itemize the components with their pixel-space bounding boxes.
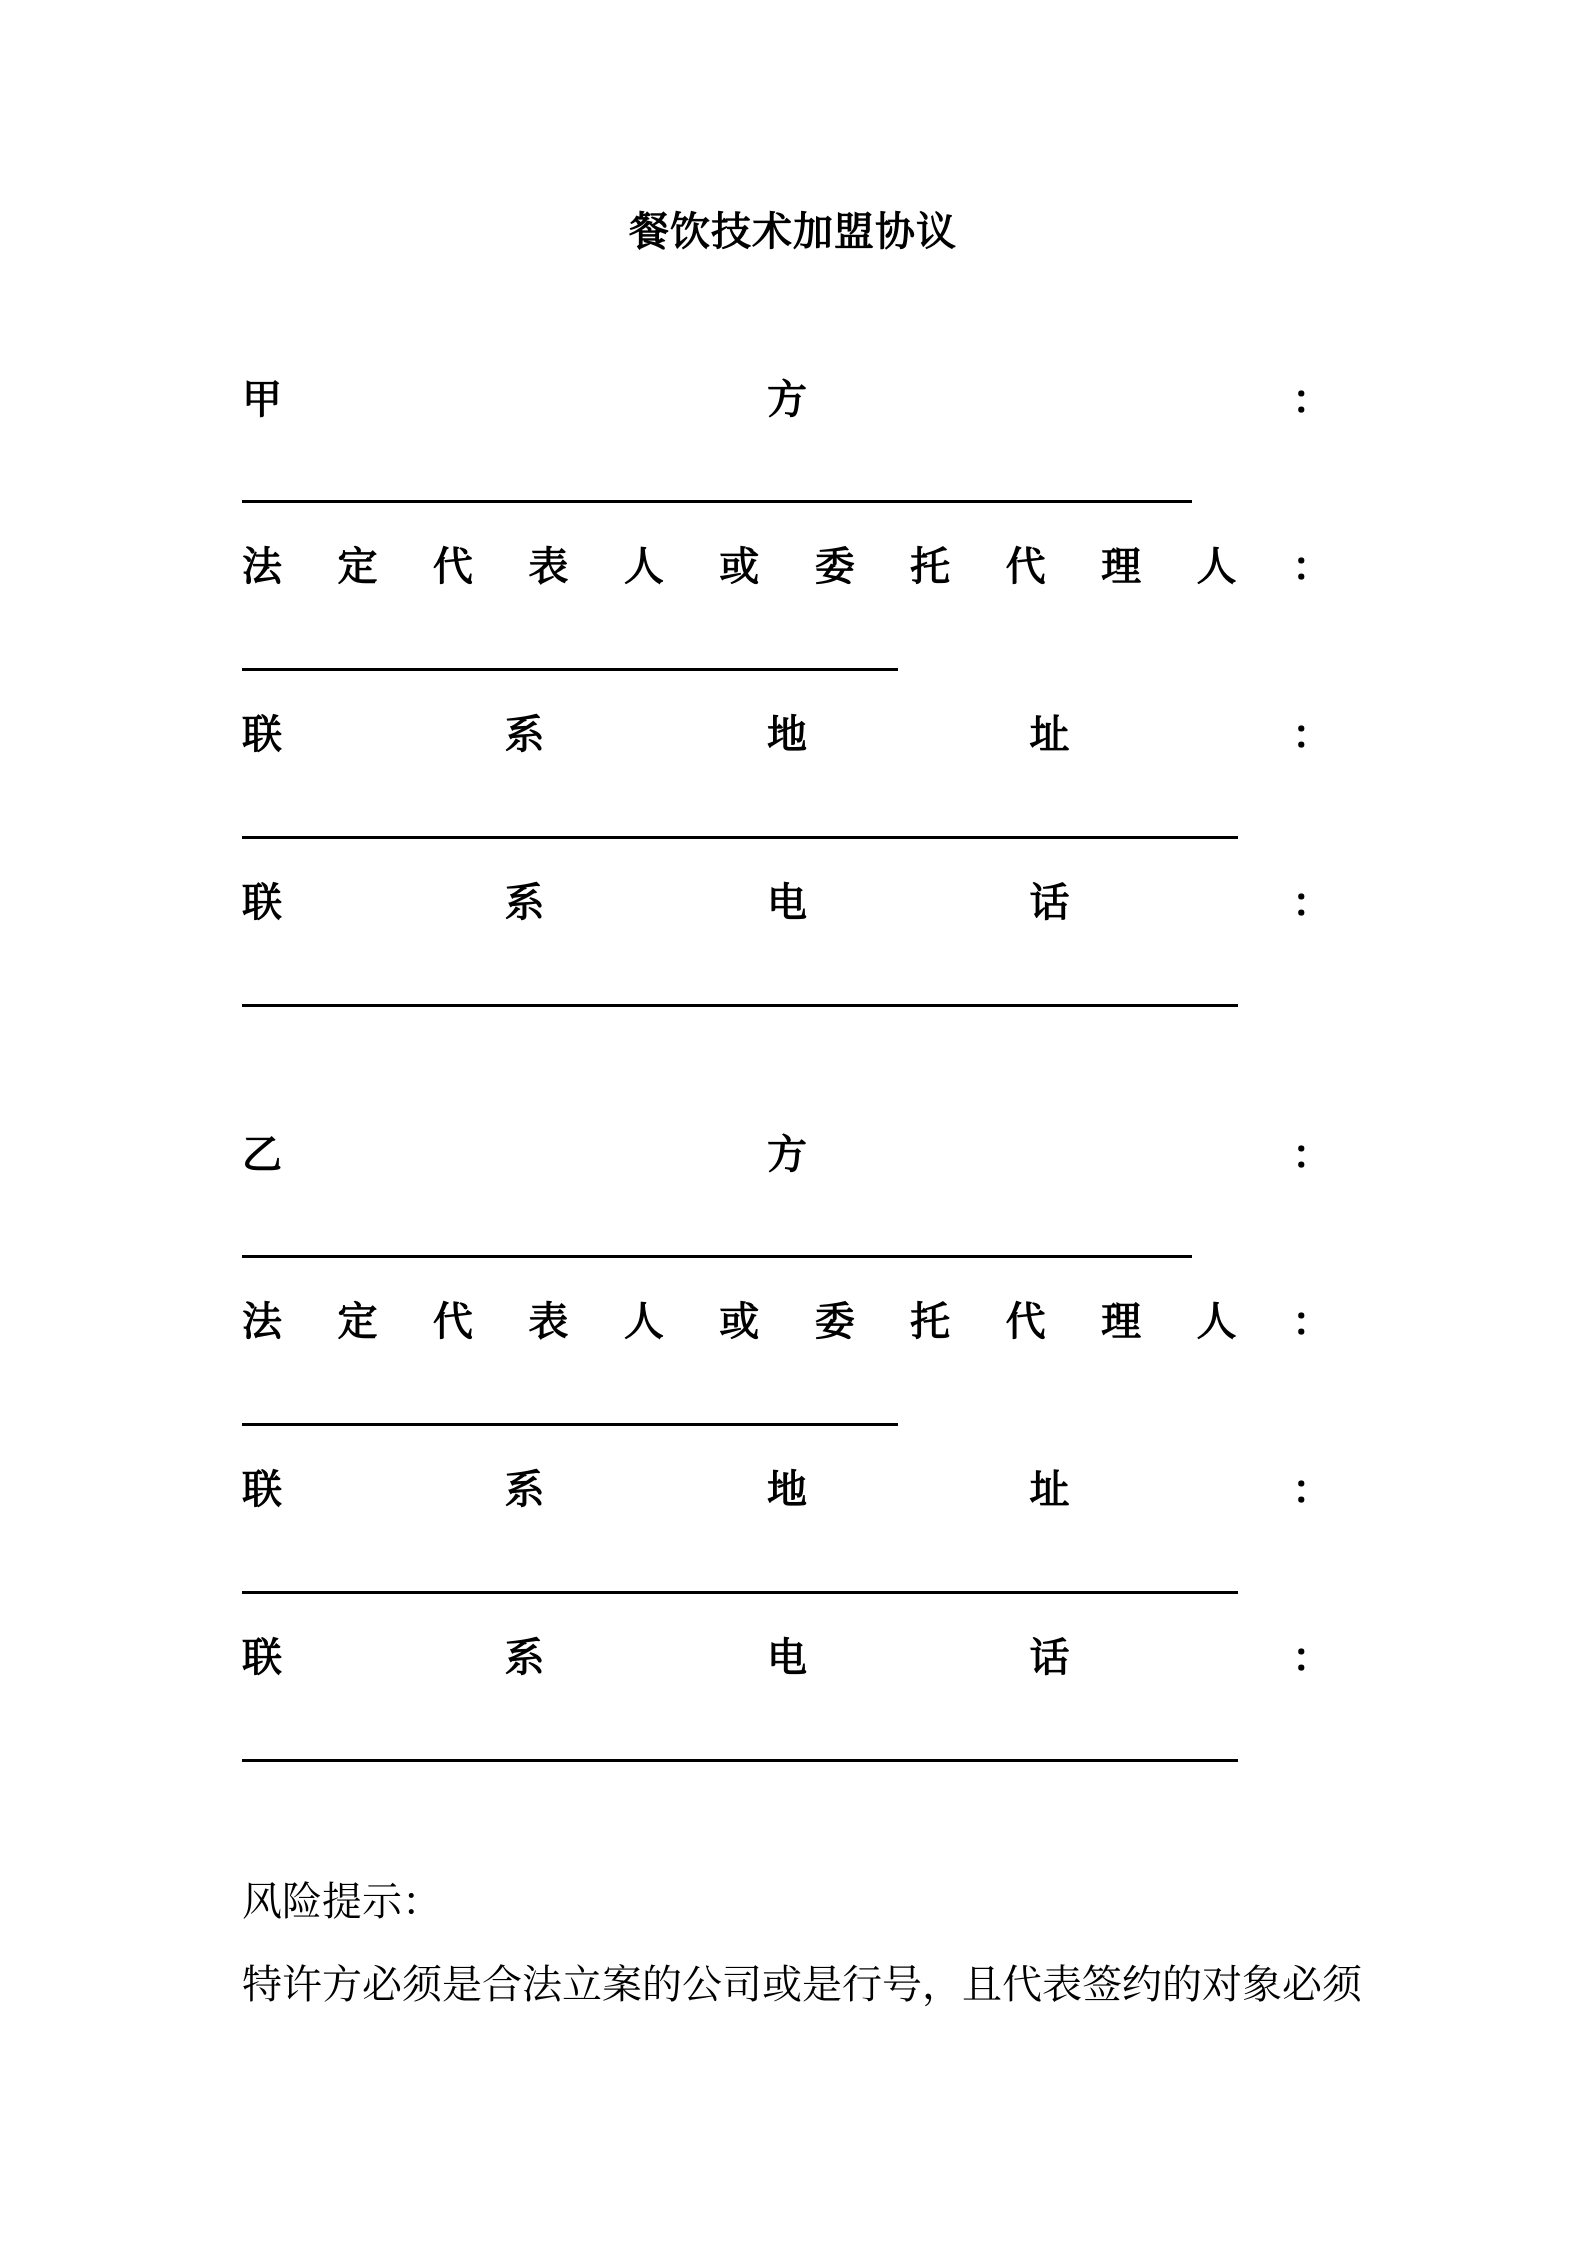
party-b-label-char: 方 bbox=[767, 1132, 807, 1178]
party-b-rep-label-char: 托 bbox=[910, 1299, 951, 1345]
party-a-label-char: ： bbox=[1292, 377, 1332, 423]
party-b-phone-blank[interactable] bbox=[242, 1759, 1238, 1762]
party-a-address-label-char: 系 bbox=[504, 712, 545, 758]
party-b-address-label-char: 址 bbox=[1029, 1467, 1070, 1513]
party-a-rep-label-char: 法 bbox=[242, 544, 282, 590]
party-a-rep-label-char: 人 bbox=[1196, 544, 1237, 590]
party-a-rep-label-char: 理 bbox=[1101, 544, 1142, 590]
party-b-address-label-char: 系 bbox=[504, 1467, 545, 1513]
party-a-phone-label bbox=[242, 873, 1332, 933]
party-a-address-label-char: 址 bbox=[1029, 712, 1070, 758]
party-b-address-label bbox=[242, 1460, 1332, 1520]
party-b-rep-label-char: 人 bbox=[1196, 1299, 1237, 1345]
party-a-label bbox=[242, 370, 1332, 430]
party-b-rep-label-char: 人 bbox=[623, 1299, 664, 1345]
party-a-rep-label-char: 托 bbox=[910, 544, 951, 590]
party-a-address-label bbox=[242, 705, 1332, 765]
party-a-label-char: 方 bbox=[767, 377, 807, 423]
party-a-rep-label-char: 委 bbox=[814, 544, 855, 590]
document-title: 餐饮技术加盟协议 bbox=[629, 209, 957, 255]
party-b-label-char: 乙 bbox=[242, 1132, 282, 1178]
party-a-phone-label-char: 系 bbox=[504, 880, 545, 926]
party-a-rep-label-char: 人 bbox=[623, 544, 664, 590]
party-a-rep-label-char: ： bbox=[1291, 544, 1332, 590]
party-a-label-char: 甲 bbox=[242, 377, 282, 423]
party-b-rep-label-char: ： bbox=[1291, 1299, 1332, 1345]
party-b-phone-label-char: ： bbox=[1292, 1635, 1332, 1681]
risk-text: 特许方必须是合法立案的公司或是行号，且代表签约的对象必须 bbox=[242, 1962, 1362, 2008]
party-b-rep-label-char: 定 bbox=[337, 1299, 378, 1345]
party-b-phone-label-char: 话 bbox=[1029, 1635, 1070, 1681]
party-a-rep-label-char: 或 bbox=[719, 544, 760, 590]
party-b-rep-label-char: 表 bbox=[528, 1299, 569, 1345]
party-b-phone-label-char: 联 bbox=[242, 1635, 282, 1681]
party-a-phone-label-char: 电 bbox=[767, 880, 807, 926]
party-b-rep-label-char: 或 bbox=[719, 1299, 760, 1345]
party-b-rep-label-char: 法 bbox=[242, 1299, 282, 1345]
party-b-address-label-char: 地 bbox=[767, 1467, 807, 1513]
party-b-rep-label bbox=[242, 1292, 1332, 1352]
party-b-label-char: ： bbox=[1292, 1132, 1332, 1178]
party-a-rep-label-char: 定 bbox=[337, 544, 378, 590]
party-a-phone-blank[interactable] bbox=[242, 1004, 1238, 1007]
party-b-rep-label-char: 代 bbox=[1005, 1299, 1046, 1345]
party-b-phone-label-char: 系 bbox=[504, 1635, 545, 1681]
party-b-address-label-char: ： bbox=[1292, 1467, 1332, 1513]
party-b-phone-label-char: 电 bbox=[767, 1635, 807, 1681]
party-a-blank[interactable] bbox=[242, 500, 1192, 503]
party-a-address-label-char: 联 bbox=[242, 712, 282, 758]
party-a-phone-label-char: 话 bbox=[1029, 880, 1070, 926]
party-b-address-blank[interactable] bbox=[242, 1591, 1238, 1594]
party-a-address-blank[interactable] bbox=[242, 836, 1238, 839]
party-a-phone-label-char: 联 bbox=[242, 880, 282, 926]
party-a-rep-label bbox=[242, 537, 1332, 597]
party-b-phone-label bbox=[242, 1628, 1332, 1688]
party-b-rep-label-char: 委 bbox=[814, 1299, 855, 1345]
party-b-rep-label-char: 代 bbox=[432, 1299, 473, 1345]
party-a-rep-label-char: 表 bbox=[528, 544, 569, 590]
party-a-phone-label-char: ： bbox=[1292, 880, 1332, 926]
party-b-rep-label-char: 理 bbox=[1101, 1299, 1142, 1345]
party-a-rep-blank[interactable] bbox=[242, 668, 898, 671]
party-b-label bbox=[242, 1125, 1332, 1185]
risk-heading: 风险提示： bbox=[242, 1879, 442, 1925]
party-a-rep-label-char: 代 bbox=[432, 544, 473, 590]
party-b-address-label-char: 联 bbox=[242, 1467, 282, 1513]
party-a-address-label-char: 地 bbox=[767, 712, 807, 758]
party-b-rep-blank[interactable] bbox=[242, 1423, 898, 1426]
party-b-blank[interactable] bbox=[242, 1255, 1192, 1258]
party-a-rep-label-char: 代 bbox=[1005, 544, 1046, 590]
party-a-address-label-char: ： bbox=[1292, 712, 1332, 758]
